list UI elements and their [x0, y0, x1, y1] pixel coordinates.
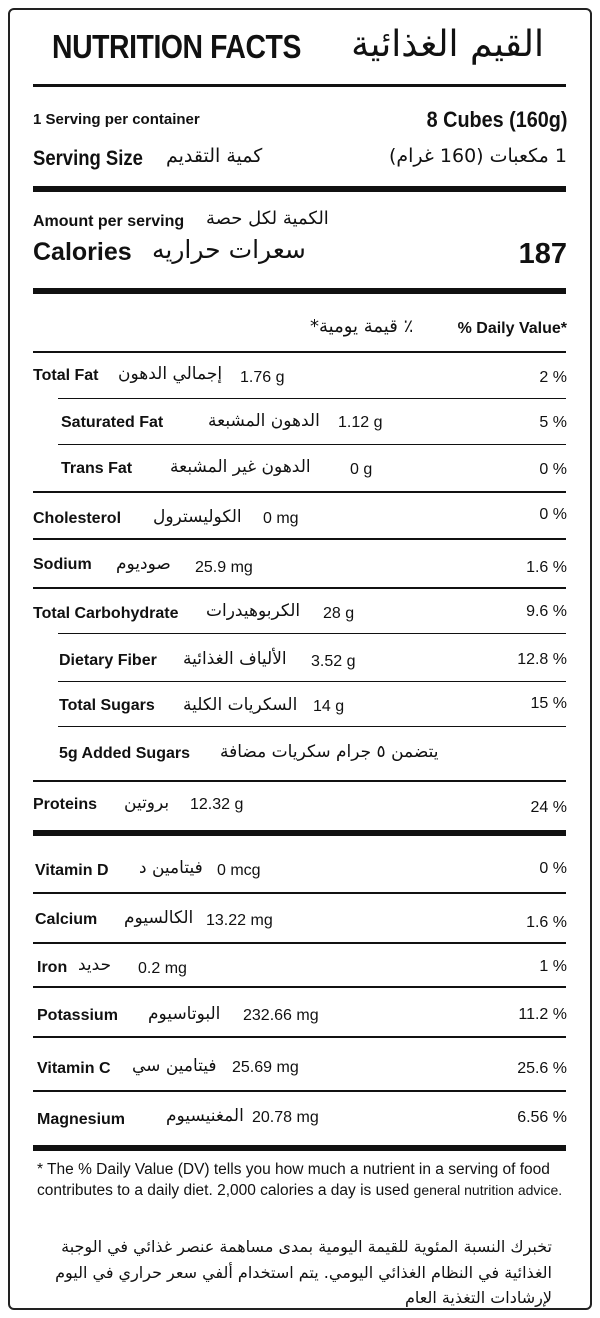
- nutrient-amount: 13.22 mg: [206, 912, 273, 929]
- serving-size-label-en: Serving Size: [33, 147, 143, 170]
- nutrient-amount: 0 mcg: [217, 862, 261, 879]
- footnote-en: [37, 1160, 567, 1202]
- nutrient-name-ar: الكربوهيدرات: [206, 601, 301, 621]
- divider: [33, 1036, 566, 1038]
- calories-label-en: Calories: [33, 238, 132, 266]
- nutrient-name-ar: الكالسيوم: [124, 908, 194, 928]
- nutrient-name-en: Sodium: [33, 556, 92, 573]
- nutrient-name-ar: السكريات الكلية: [183, 695, 298, 715]
- nutrient-dv: 1.6 %: [526, 559, 567, 576]
- divider: [33, 1090, 566, 1092]
- thick-divider: [33, 186, 566, 192]
- nutrient-name-en: Vitamin D: [35, 862, 109, 879]
- nutrient-name-en: Dietary Fiber: [59, 652, 157, 669]
- calories-label-ar: سعرات حراريه: [152, 235, 306, 264]
- amount-per-serving-en: Amount per serving: [33, 213, 185, 230]
- divider: [58, 681, 566, 682]
- thick-divider: [33, 288, 566, 294]
- nutrient-dv: 0 %: [539, 506, 567, 523]
- nutrient-amount: 1.76 g: [240, 369, 285, 386]
- dv-header-en: % Daily Value*: [457, 320, 567, 337]
- dv-header-ar: ٪ قيمة يومية*: [310, 316, 414, 337]
- nutrient-dv: 24 %: [530, 799, 567, 816]
- nutrient-amount: 3.52 g: [311, 653, 356, 670]
- nutrient-amount: 232.66 mg: [243, 1007, 319, 1024]
- nutrient-name-en: Calcium: [35, 911, 98, 928]
- thick-divider: [33, 830, 566, 836]
- divider: [33, 351, 566, 353]
- title-ar: القيم الغذائية: [351, 24, 544, 65]
- divider: [58, 444, 566, 445]
- divider: [33, 538, 566, 540]
- thick-divider: [33, 1145, 566, 1151]
- divider: [33, 780, 566, 782]
- nutrient-name-en: 5g Added Sugars: [59, 745, 190, 762]
- nutrient-name-en: Proteins: [33, 796, 98, 813]
- nutrient-dv: 9.6 %: [526, 603, 567, 620]
- nutrient-amount: 0.2 mg: [138, 960, 187, 977]
- nutrient-name-ar: إجمالي الدهون: [118, 364, 223, 384]
- nutrient-name-en: Potassium: [37, 1007, 118, 1024]
- divider: [33, 491, 566, 493]
- nutrient-amount: 0 g: [350, 461, 373, 478]
- nutrient-amount: 14 g: [313, 698, 345, 715]
- nutrient-name-ar: الكوليسترول: [153, 507, 242, 527]
- nutrient-name-ar: المغنيسيوم: [166, 1106, 244, 1126]
- nutrient-name-en: Trans Fat: [61, 460, 133, 477]
- servings-per-container: 1 Serving per container: [33, 111, 200, 128]
- nutrient-dv: 1 %: [539, 958, 567, 975]
- amount-per-serving-ar: الكمية لكل حصة: [206, 208, 329, 229]
- nutrient-name-en: Cholesterol: [33, 510, 122, 527]
- nutrient-name-ar: الدهون غير المشبعة: [170, 457, 311, 477]
- nutrient-dv: 5 %: [539, 414, 567, 431]
- nutrient-name-en: Saturated Fat: [61, 414, 164, 431]
- nutrient-name-ar: بروتين: [124, 793, 170, 813]
- serving-size-value-ar: 1 مكعبات (160 غرام): [388, 145, 567, 167]
- nutrient-name-ar: فيتامين سي: [132, 1056, 217, 1076]
- footnote-en-main: * The % Daily Value (DV) tells you how much a nutrient in a serving of food contributes to a daily diet. 2,000 calories a day is used: [37, 1161, 550, 1199]
- nutrient-amount: 12.32 g: [190, 796, 244, 813]
- footnote-ar: تخبرك النسبة المئوية للقيمة اليومية بمدى مساهمة عنصر غذائي في الوجبة الغذائية في النظام الغذائي اليومي. يتم استخدام ألفي سعر حراري في اليوم لإرشادات التغذية العام: [55, 1237, 552, 1308]
- nutrient-amount: 28 g: [323, 605, 355, 622]
- nutrient-name-ar: البوتاسيوم: [148, 1004, 221, 1024]
- nutrient-name-ar: حديد: [78, 955, 112, 975]
- divider: [33, 942, 566, 944]
- nutrient-amount: 20.78 mg: [252, 1109, 319, 1126]
- nutrient-name-ar: الدهون المشبعة: [208, 411, 320, 431]
- nutrient-dv: 11.2 %: [518, 1006, 567, 1023]
- nutrient-amount: 25.9 mg: [195, 559, 253, 576]
- nutrient-dv: 2 %: [539, 369, 567, 386]
- divider: [33, 587, 566, 589]
- nutrient-name-en: Iron: [37, 959, 68, 976]
- nutrient-dv: 12.8 %: [517, 651, 567, 668]
- nutrient-dv: 6.56 %: [517, 1109, 567, 1126]
- nutrient-name-ar: فيتامين د: [139, 858, 203, 878]
- nutrient-name-ar: الألياف الغذائية: [183, 649, 287, 669]
- serving-amount: 8 Cubes (160g): [426, 107, 567, 132]
- nutrient-name-en: Total Fat: [33, 367, 99, 384]
- nutrient-name-en: Total Sugars: [59, 697, 155, 714]
- nutrient-name-ar: صوديوم: [116, 554, 171, 574]
- nutrient-dv: 0 %: [539, 461, 567, 478]
- nutrient-amount: 1.12 g: [338, 414, 383, 431]
- divider: [58, 633, 566, 634]
- nutrient-dv: 0 %: [539, 860, 567, 877]
- nutrient-name-en: Total Carbohydrate: [33, 605, 179, 622]
- divider: [33, 84, 566, 87]
- nutrient-name-ar: يتضمن ٥ جرام سكريات مضافة: [220, 742, 439, 762]
- divider: [58, 398, 566, 399]
- nutrient-name-en: Vitamin C: [37, 1060, 111, 1077]
- footnote-en-small: general nutrition advice.: [413, 1181, 563, 1198]
- nutrient-dv: 1.6 %: [526, 914, 567, 931]
- nutrient-amount: 25.69 mg: [232, 1059, 299, 1076]
- divider: [33, 892, 566, 894]
- calories-value: 187: [518, 238, 567, 270]
- nutrient-dv: 15 %: [530, 695, 567, 712]
- divider: [58, 726, 566, 727]
- divider: [33, 986, 566, 988]
- nutrient-name-en: Magnesium: [37, 1111, 126, 1128]
- nutrient-amount: 0 mg: [263, 510, 299, 527]
- title-en: NUTRITION FACTS: [52, 28, 301, 65]
- nutrient-dv: 25.6 %: [517, 1060, 567, 1077]
- serving-size-label-ar: كمية التقديم: [166, 145, 263, 167]
